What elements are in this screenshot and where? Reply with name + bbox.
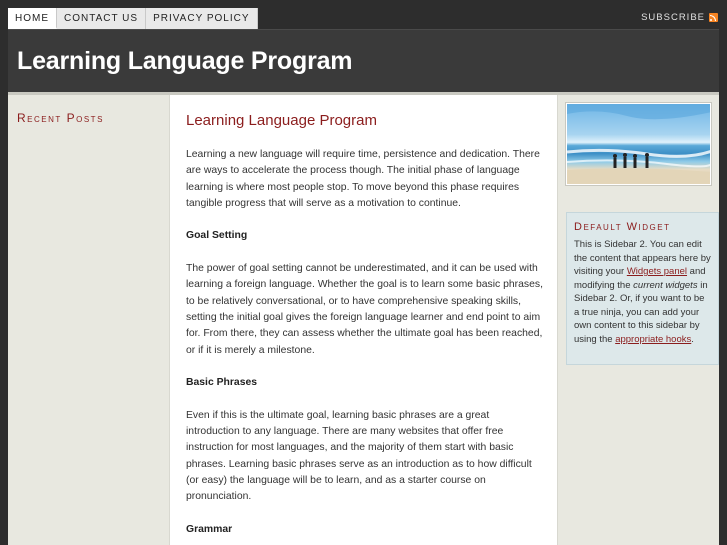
widget-text-part: This is Sidebar 2. You can edit the content that appears here by visiting your [574, 239, 711, 277]
site-title[interactable]: Learning Language Program [17, 47, 353, 75]
subscribe-label: SUBSCRIBE [641, 12, 705, 23]
widget-text-part: in Sidebar 2. Or, if you want to be a true ninja, you can add your own content to this sidebar by using the [574, 279, 708, 345]
recent-posts-heading: Recent Posts [17, 111, 104, 125]
top-nav [8, 8, 258, 29]
widget-text-part: and modifying the [574, 266, 706, 291]
post-paragraph: Learning a new language will require time, persistence and dedication. There are ways to accelerate the process though. The initial phase of language learning is where most people stop. To move beyond this phase requires tangible progress that will serve as a motivation to continue. [186, 149, 540, 209]
widgets-panel-link[interactable]: Widgets panel [626, 266, 688, 277]
main-content [169, 95, 558, 545]
rss-icon [709, 13, 718, 22]
post-body [186, 147, 544, 545]
widget-text-part: . [691, 333, 694, 345]
nav-privacy-policy[interactable]: PRIVACY POLICY [146, 8, 257, 29]
sidebar-left [8, 95, 168, 545]
widget-heading: Default Widget [574, 221, 671, 233]
post-paragraph: The power of goal setting cannot be underestimated, and it can be used with learning a foreign language. Whether the goal is to learn some basic phrases, to be relatively conversational, or to have comprehensive speaking skills, setting the initial goal gives the foreign language learner and end point to aim for. From there, they can assess whether the ultimate goal has been reached, or if it is merely a milestone. [186, 263, 543, 356]
nav-home[interactable]: HOME [8, 8, 57, 29]
default-widget [566, 212, 719, 365]
subscribe-link[interactable] [641, 12, 718, 23]
post-subheading: Goal Setting [186, 230, 248, 242]
nav-contact-us[interactable]: CONTACT US [57, 8, 146, 29]
site-header [8, 29, 719, 92]
content-wrap [8, 92, 719, 545]
appropriate-hooks-link[interactable]: appropriate hooks [615, 333, 692, 345]
beach-photo [566, 103, 711, 185]
current-widgets-text: current widgets [633, 279, 698, 291]
post-paragraph: Even if this is the ultimate goal, learning basic phrases are a great introduction to any language. There are many websites that offer free instruction for most languages, and the majority of them start with basic phrases. Learning basic phrases serve as an introduction as to how difficult (or easy) the language will be to learn, and as a starter course on pronunciation. [186, 409, 532, 503]
sidebar-right [558, 95, 719, 545]
post-subheading: Basic Phrases [186, 377, 258, 389]
widget-text [574, 238, 711, 346]
post-title[interactable]: Learning Language Program [186, 112, 377, 129]
post-subheading: Grammar [186, 523, 233, 535]
